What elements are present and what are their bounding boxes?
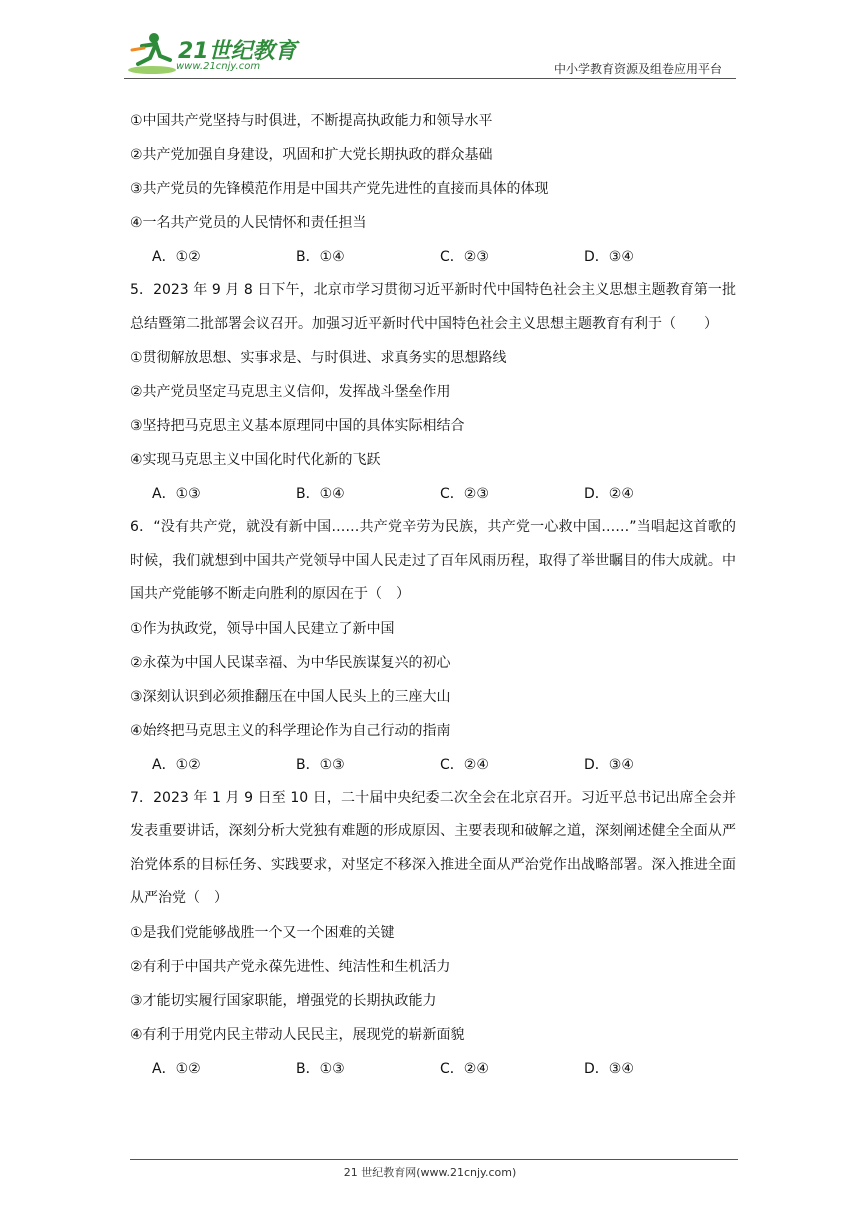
- q4-item-4: ④一名共产党员的人民情怀和责任担当: [130, 215, 367, 231]
- page-header: [0, 0, 860, 80]
- q4-option-c: C．②③: [440, 249, 489, 265]
- q7-option-a: A．①②: [152, 1060, 201, 1077]
- q4-option-d: D．③④: [584, 249, 634, 265]
- logo-text: 21世纪教育: [178, 39, 297, 64]
- q5-item-1: ①贯彻解放思想、实事求是、与时俱进、求真务实的思想路线: [130, 350, 507, 366]
- q4-item-2: ②共产党加强自身建设，巩固和扩大党长期执政的群众基础: [130, 147, 493, 163]
- q6-option-c: C．②④: [440, 756, 489, 773]
- q7-option-c: C．②④: [440, 1060, 489, 1077]
- q4-item-1: ①中国共产党坚持与时俱进，不断提高执政能力和领导水平: [130, 113, 493, 129]
- q6-option-d: D．③④: [584, 756, 634, 773]
- q5-option-d: D．②④: [584, 486, 634, 502]
- q5-stem: 5．2023 年 9 月 8 日下午，北京市学习贯彻习近平新时代中国特色社会主义思想主题教育第一批总结暨第二批部署会议召开。加强习近平新时代中国特色社会主义思想主题教育有利于（ ）: [130, 282, 736, 332]
- q6-option-a: A．①②: [152, 756, 201, 773]
- q5-option-b: B．①④: [296, 486, 345, 502]
- site-logo: [124, 30, 297, 78]
- runner-icon: [124, 30, 176, 76]
- q5-item-2: ②共产党员坚定马克思主义信仰，发挥战斗堡垒作用: [130, 384, 451, 400]
- q7-item-4: ④有利于用党内民主带动人民民主，展现党的崭新面貌: [130, 1026, 465, 1043]
- q7-stem: 7．2023 年 1 月 9 日至 10 日，二十届中央纪委二次全会在北京召开。习近平总书记出席全会并发表重要讲话，深刻分析大党独有难题的形成原因、主要表现和破解之道，深刻阐述健全全面从严治党体系的目标任务、实践要求，对坚定不移深入推进全面从严治党作出战略部署。深入推进全面从严治党（ ）: [130, 789, 736, 906]
- logo-url: www.21cnjy.com: [176, 61, 261, 72]
- q6-item-3: ③深刻认识到必须推翻压在中国人民头上的三座大山: [130, 688, 451, 705]
- question-content: [130, 104, 736, 1086]
- q4-option-b: B．①④: [296, 249, 345, 265]
- header-divider: [124, 78, 736, 79]
- platform-title: 中小学教育资源及组卷应用平台: [553, 62, 722, 76]
- q4-options: [130, 240, 736, 274]
- q7-options: [130, 1052, 736, 1086]
- q6-item-1: ①作为执政党，领导中国人民建立了新中国: [130, 620, 395, 637]
- q6-option-b: B．①③: [296, 756, 345, 773]
- q5-item-3: ③坚持把马克思主义基本原理同中国的具体实际相结合: [130, 418, 465, 434]
- q7-item-3: ③才能切实履行国家职能，增强党的长期执政能力: [130, 992, 437, 1009]
- page-footer: 21 世纪教育网(www.21cnjy.com): [343, 1166, 517, 1179]
- q6-item-4: ④始终把马克思主义的科学理论作为自己行动的指南: [130, 722, 451, 739]
- q7-option-d: D．③④: [584, 1060, 634, 1077]
- footer-divider: [130, 1159, 738, 1160]
- q7-option-b: B．①③: [296, 1060, 345, 1077]
- q5-item-4: ④实现马克思主义中国化时代化新的飞跃: [130, 452, 381, 468]
- q4-option-a: A．①②: [152, 249, 201, 265]
- q5-options: [130, 477, 736, 511]
- q7-item-2: ②有利于中国共产党永葆先进性、纯洁性和生机活力: [130, 958, 451, 975]
- q7-item-1: ①是我们党能够战胜一个又一个困难的关键: [130, 924, 395, 941]
- q5-option-c: C．②③: [440, 486, 489, 502]
- q6-options: [130, 748, 736, 782]
- q6-stem: 6．“没有共产党，就没有新中国……共产党辛劳为民族，共产党一心救中国……”当唱起这首歌的时候，我们就想到中国共产党领导中国人民走过了百年风雨历程，取得了举世瞩目的伟大成就。中国共产党能够不断走向胜利的原因在于（ ）: [130, 519, 736, 602]
- q6-item-2: ②永葆为中国人民谋幸福、为中华民族谋复兴的初心: [130, 654, 451, 671]
- q4-item-3: ③共产党员的先锋模范作用是中国共产党先进性的直接而具体的体现: [130, 181, 549, 197]
- q5-option-a: A．①③: [152, 486, 201, 502]
